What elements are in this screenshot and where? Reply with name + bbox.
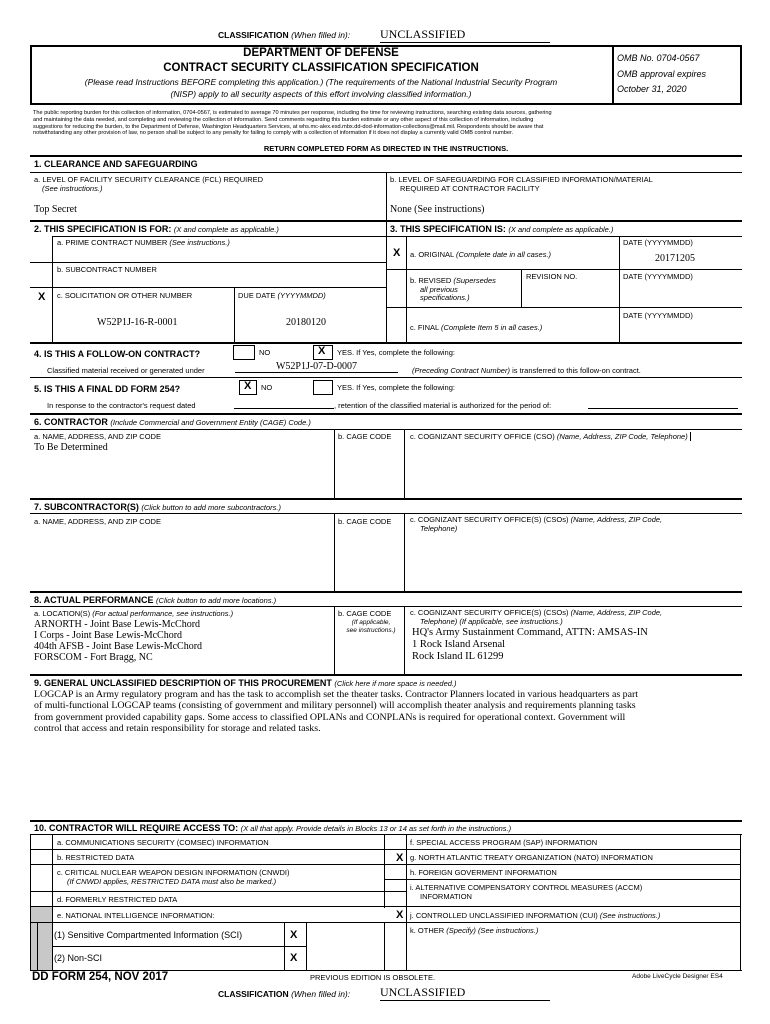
omb-number: OMB No. 0704-0567 xyxy=(617,53,700,63)
form-subtitle-2: (NISP) apply to all security aspects of this effort involving classified information.) xyxy=(170,89,472,99)
access-sci: (1) Sensitive Compartmented Information (SCI) xyxy=(54,930,243,940)
procurement-description[interactable]: LOGCAP is an Army regulatory program and has the task to accomplish set the theater tasks. Contractor Planners located in various headquarters as part of multi-functional LOGCAP teams (consisting of government and military personnel) will accomplish theater analysis and requirements planning tasks from government provided capability gaps. Some access to classified OPLANs and CONPLANs is required for operational context. Government will control that access and retain responsibility for storage and related tasks. xyxy=(34,689,639,734)
contractor-cage-label: b. CAGE CODE xyxy=(338,432,392,441)
original-label: a. ORIGINAL (Complete date in all cases.) xyxy=(410,250,552,259)
final-retention-period-field[interactable] xyxy=(588,398,738,409)
revised-date-label: DATE (YYYYMMDD) xyxy=(623,272,693,281)
locations-list[interactable] xyxy=(34,619,202,663)
fcl-value[interactable]: Top Secret xyxy=(34,204,77,215)
form-subtitle-1: (Please read Instructions BEFORE completing this application.) (The requirements of the National Industrial Security Program xyxy=(84,77,558,87)
followon-no-label: NO xyxy=(259,348,271,357)
followon-yes-label: YES. If Yes, complete the following: xyxy=(337,348,455,357)
department-title: DEPARTMENT OF DEFENSE xyxy=(243,47,399,59)
location-item: ARNORTH - Joint Base Lewis-McChord xyxy=(34,619,201,630)
access-cnwdi: c. CRITICAL NUCLEAR WEAPON DESIGN INFORMATION (CNWDI) (If CNWDI applies, RESTRICTED DATA must also be marked.) xyxy=(57,868,290,886)
location-item: I Corps - Joint Base Lewis-McChord xyxy=(34,630,183,641)
section-5-title: 5. IS THIS A FINAL DD FORM 254? xyxy=(34,384,181,394)
previous-edition-note: PREVIOUS EDITION IS OBSOLETE. xyxy=(310,973,436,982)
performance-cso-label: c. COGNIZANT SECURITY OFFICE(S) (CSOs) (Name, Address, ZIP Code, Telephone) (If applicable, see instructions.) xyxy=(410,608,663,626)
contractor-name-label: a. NAME, ADDRESS, AND ZIP CODE xyxy=(34,432,161,441)
section-4-title: 4. IS THIS A FOLLOW-ON CONTRACT? xyxy=(34,349,201,359)
final-yes-checkbox[interactable] xyxy=(313,380,333,395)
due-date-label: DUE DATE (YYYYMMDD) xyxy=(238,291,326,300)
access-restricted-data: b. RESTRICTED DATA xyxy=(57,853,135,862)
final-yes-label: YES. If Yes, complete the following: xyxy=(337,383,455,392)
followon-transfer-label: (Preceding Contract Number) is transferred to this follow-on contract. xyxy=(412,366,641,375)
section-6-title: 6. CONTRACTOR (Include Commercial and Government Entity (CAGE) Code.) xyxy=(34,417,311,427)
designer-note: Adobe LiveCycle Designer ES4 xyxy=(632,973,723,980)
access-non-sci-checkbox[interactable]: X xyxy=(290,952,298,964)
location-item: 404th AFSB - Joint Base Lewis-McChord xyxy=(34,641,203,652)
top-classification-value[interactable]: UNCLASSIFIED xyxy=(380,27,550,43)
omb-expires-label: OMB approval expires xyxy=(617,69,707,79)
final-retention-label: , retention of the classified material is authorized for the period of: xyxy=(334,401,552,410)
section-8-title: 8. ACTUAL PERFORMANCE (Click button to add more locations.) xyxy=(34,595,277,605)
preceding-contract-number[interactable]: W52P1J-07-D-0007 xyxy=(235,361,398,373)
access-cui-checkbox[interactable]: X xyxy=(396,909,404,921)
final-no-mark: X xyxy=(244,380,252,392)
section-9-title: 9. GENERAL UNCLASSIFIED DESCRIPTION OF THIS PROCUREMENT (Click here if more space is needed.) xyxy=(34,678,457,688)
original-checkbox[interactable]: X xyxy=(393,247,401,259)
access-comsec: a. COMMUNICATIONS SECURITY (COMSEC) INFORMATION xyxy=(57,838,269,847)
access-sap: f. SPECIAL ACCESS PROGRAM (SAP) INFORMATION xyxy=(410,838,598,847)
section-3-title: 3. THIS SPECIFICATION IS: (X and complete as applicable.) xyxy=(390,224,614,234)
section-2-title: 2. THIS SPECIFICATION IS FOR: (X and complete as applicable.) xyxy=(34,224,279,234)
top-classification-label: CLASSIFICATION (When filled in): xyxy=(218,30,351,40)
bottom-classification-label: CLASSIFICATION (When filled in): xyxy=(218,989,351,999)
location-item: FORSCOM - Fort Bragg, NC xyxy=(34,652,153,663)
prime-contract-label: a. PRIME CONTRACT NUMBER (See instructions.) xyxy=(57,238,230,247)
access-cui: j. CONTROLLED UNCLASSIFIED INFORMATION (CUI) (See instructions.) xyxy=(410,911,661,920)
revision-no-label: REVISION NO. xyxy=(526,272,578,281)
access-nato-checkbox[interactable]: X xyxy=(396,852,404,864)
contractor-cso-label: c. COGNIZANT SECURITY OFFICE (CSO) (Name, Address, ZIP Code, Telephone) xyxy=(410,432,691,441)
section-1-title: 1. CLEARANCE AND SAFEGUARDING xyxy=(34,159,198,169)
final-label: c. FINAL (Complete Item 5 in all cases.) xyxy=(410,323,543,332)
revised-label: b. REVISED (Supersedes all previous specifications.) xyxy=(410,276,496,302)
solicitation-number[interactable]: W52P1J-16-R-0001 xyxy=(97,317,178,328)
access-accm: i. ALTERNATIVE COMPENSATORY CONTROL MEASURES (ACCM) INFORMATION xyxy=(410,883,643,901)
performance-cso-value[interactable]: HQ's Army Sustainment Command, ATTN: AMSAS-IN 1 Rock Island Arsenal Rock Island IL 61299 xyxy=(412,627,648,662)
return-instructions: RETURN COMPLETED FORM AS DIRECTED IN THE INSTRUCTIONS. xyxy=(263,144,509,153)
section-10-title: 10. CONTRACTOR WILL REQUIRE ACCESS TO: (X all that apply. Provide details in Blocks 13 or 14 as set forth in the instructions.) xyxy=(34,823,512,833)
access-fgi: h. FOREIGN GOVERMENT INFORMATION xyxy=(410,868,557,877)
due-date-value[interactable]: 20180120 xyxy=(286,317,326,328)
bottom-classification-value[interactable]: UNCLASSIFIED xyxy=(380,985,550,1001)
location-label: a. LOCATION(S) (For actual performance, see instructions.) xyxy=(34,609,234,618)
access-non-sci: (2) Non-SCI xyxy=(54,953,103,963)
section-7-title: 7. SUBCONTRACTOR(S) (Click button to add more subcontractors.) xyxy=(34,502,282,512)
contractor-name-value[interactable]: To Be Determined xyxy=(34,442,108,453)
form-title: CONTRACT SECURITY CLASSIFICATION SPECIFICATION xyxy=(163,62,479,74)
form-number: DD FORM 254, NOV 2017 xyxy=(32,971,169,983)
subcontractor-cso-label: c. COGNIZANT SECURITY OFFICE(S) (CSOs) (Name, Address, ZIP Code, Telephone) xyxy=(410,515,663,533)
safeguarding-value[interactable]: None (See instructions) xyxy=(390,204,485,215)
performance-cage-hint: (If applicable, see instructions.) xyxy=(346,619,396,634)
subcontractor-cage-label: b. CAGE CODE xyxy=(338,517,392,526)
solicitation-label: c. SOLICITATION OR OTHER NUMBER xyxy=(57,291,193,300)
subcontractor-name-label: a. NAME, ADDRESS, AND ZIP CODE xyxy=(34,517,161,526)
burden-statement: The public reporting burden for this collection of information, 0704-0567, is estimated to average 70 minutes per response, including the time for reviewing instructions, searching existing data sources, gathering and maintaining the data needed, and completing and reviewing the collection of information. Send comments regarding this burden estimate or any other aspect of this collection of information, including suggestions for reducing the burden, to the Department of Defense, Washington Headquarters Services, at whs.mc-alex.esd.mbx.dd-dod-information-collections@mail.mil. Respondents should be aware that notwithstanding any other provision of law, no person shall be subject to any penalty for failing to comply with a collection of information if it does not display a currently valid OMB control number. xyxy=(33,110,552,137)
access-frd: d. FORMERLY RESTRICTED DATA xyxy=(57,895,178,904)
final-request-label: In response to the contractor's request dated xyxy=(47,401,196,410)
followon-received-label: Classified material received or generated under xyxy=(47,366,205,375)
followon-yes-mark: X xyxy=(318,345,326,357)
final-request-date-field[interactable] xyxy=(234,398,334,409)
access-nii: e. NATIONAL INTELLIGENCE INFORMATION: xyxy=(57,911,215,920)
original-date-value[interactable]: 20171205 xyxy=(655,253,695,264)
omb-expires-date: October 31, 2020 xyxy=(617,84,687,94)
safeguarding-label: b. LEVEL OF SAFEGUARDING FOR CLASSIFIED INFORMATION/MATERIAL REQUIRED AT CONTRACTOR FACILITY xyxy=(390,175,653,193)
solicitation-checkbox[interactable]: X xyxy=(38,291,46,303)
original-date-label: DATE (YYYYMMDD) xyxy=(623,238,693,247)
final-no-label: NO xyxy=(261,383,273,392)
access-sci-checkbox[interactable]: X xyxy=(290,929,298,941)
access-nato: g. NORTH ATLANTIC TREATY ORGANIZATION (NATO) INFORMATION xyxy=(410,853,653,862)
followon-no-checkbox[interactable] xyxy=(233,345,255,360)
final-date-label: DATE (YYYYMMDD) xyxy=(623,311,693,320)
performance-cage-label: b. CAGE CODE xyxy=(338,609,392,618)
access-other: k. OTHER (Specify) (See instructions.) xyxy=(410,926,539,935)
fcl-label: a. LEVEL OF FACILITY SECURITY CLEARANCE (FCL) REQUIRED (See instructions.) xyxy=(34,175,264,193)
subcontract-label: b. SUBCONTRACT NUMBER xyxy=(57,265,157,274)
